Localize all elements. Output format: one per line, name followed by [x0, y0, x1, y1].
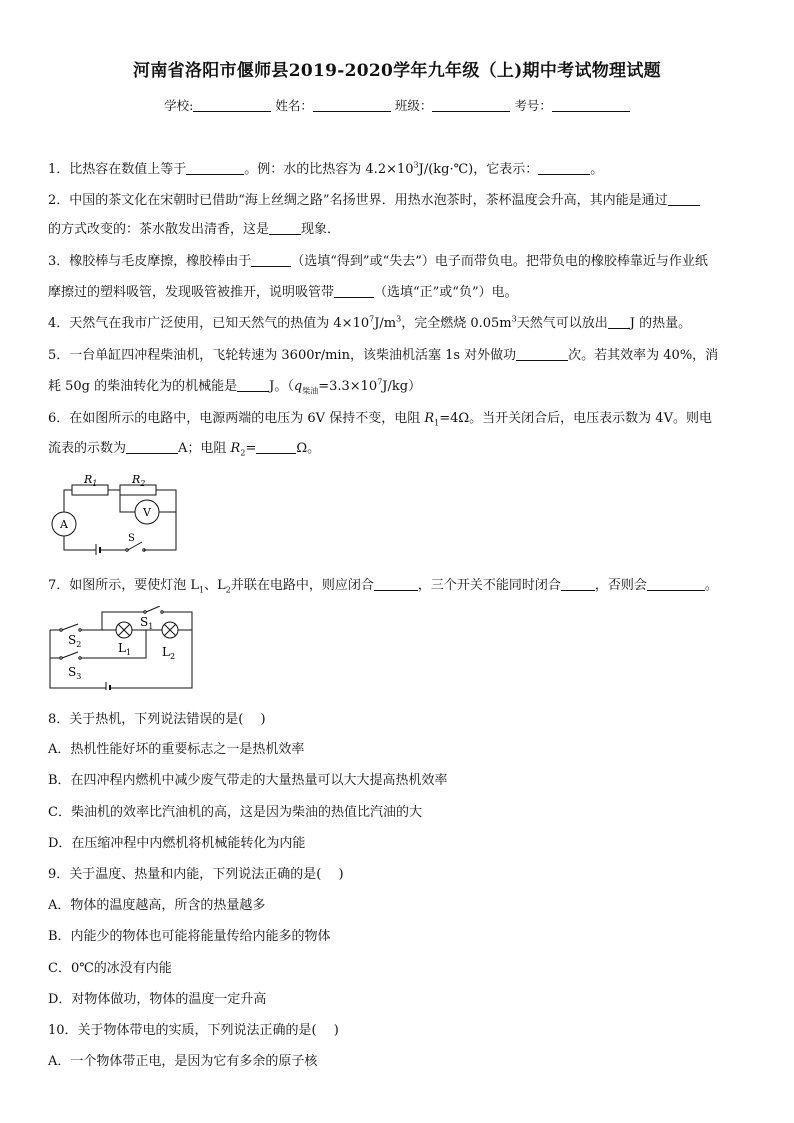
q8-option-c: C．柴油机的效率比汽油机的高，这是因为柴油的热值比汽油的大 — [48, 805, 422, 820]
fig7-label-s1: S — [140, 615, 149, 629]
fig6-label-s: S — [128, 533, 135, 544]
svg-text:L2 — [162, 645, 175, 661]
q8-option-b: B．在四冲程内燃机中减少废气带走的大量热量可以大大提高热机效率 — [48, 773, 448, 788]
q6-text-e: 流表的示数为 — [48, 441, 127, 456]
q6-blank-1 — [126, 441, 178, 454]
q9-option-c: C．0℃的冰没有内能 — [48, 961, 172, 976]
q1-text-e: 。 — [590, 162, 604, 177]
student-info-line — [0, 96, 794, 114]
q1-blank-1 — [186, 162, 244, 175]
fig7-label-l2: L — [162, 645, 170, 659]
name-label: 姓名： — [275, 98, 313, 113]
q5-blank-1 — [516, 348, 568, 361]
q5-symbol-q: q — [293, 379, 303, 394]
q8-option-d: D．在压缩冲程中内燃机将机械能转化为内能 — [48, 836, 306, 851]
svg-text:R1 — [83, 473, 97, 488]
fig6-label-r1: R — [84, 473, 93, 486]
q6-text-a: 6．在如图所示的电路中，电源两端的电压为 6V 保持不变，电阻 — [48, 411, 425, 426]
school-label: 学校: — [164, 98, 194, 113]
question-10-stem: 10．关于物体带电的实质，下列说法正确的是( ) — [48, 1023, 339, 1038]
question-2-line-1 — [48, 193, 748, 209]
q7-sub-2: 2 — [225, 585, 231, 595]
fig6-label-v: V — [143, 506, 151, 519]
q3-text-d: （选填“正”或“负”）电。 — [374, 285, 518, 300]
circuit-diagram-q6 — [48, 470, 188, 555]
q4-text-a: 4．天然气在我市广泛使用，已知天然气的热值为 4×10 — [48, 316, 370, 331]
school-blank — [193, 99, 271, 112]
q1-exp: 3 — [413, 160, 419, 170]
q9-option-a: A．物体的温度越高，所含的热量越多 — [48, 898, 266, 913]
q5-text-c: 耗 50g 的柴油转化为的机械能是 — [48, 379, 238, 394]
question-3-line-2 — [48, 285, 748, 301]
q3-blank-2 — [334, 285, 374, 298]
svg-text:R2 — [131, 473, 145, 488]
q2-blank-1 — [668, 193, 700, 206]
q6-r1-sub: 1 — [434, 418, 440, 428]
fig6-label-r1-sub: 1 — [92, 479, 98, 488]
q1-text-a: 1．比热容在数值上等于 — [48, 162, 187, 177]
number-blank — [552, 99, 630, 112]
question-8-stem: 8．关于热机，下列说法错误的是( ) — [48, 712, 266, 727]
q1-text-b: 。例：水的比热容为 4.2×10 — [244, 162, 414, 177]
q4-exp-2: 3 — [396, 314, 402, 324]
fig6-label-r2-sub: 2 — [140, 479, 146, 488]
q5-exp: 7 — [377, 377, 383, 387]
q7-blank-3 — [647, 578, 705, 591]
question-6-line-2 — [48, 441, 748, 457]
q1-blank-2 — [538, 162, 590, 175]
svg-text:S3 — [68, 665, 81, 681]
fig7-label-s3: S — [68, 665, 77, 679]
fig7-label-s2: S — [68, 633, 77, 647]
q3-text-b: （选填“得到”或“失去”）电子而带负电。把带负电的橡胶棒靠近与作业纸 — [291, 254, 708, 269]
q9-option-b: B．内能少的物体也可能将能量传给内能多的物体 — [48, 929, 331, 944]
fig7-label-s3-sub: 3 — [76, 672, 82, 681]
q7-text-f: ，三个开关不能同时闭合 — [417, 578, 561, 593]
q5-text-a: 5．一台单缸四冲程柴油机，飞轮转速为 3600r/min，该柴油机活塞 1s 对外做功 — [48, 348, 517, 363]
page-title: 河南省洛阳市偃师县2019-2020学年九年级（上)期中考试物理试题 — [133, 61, 661, 81]
q7-text-g: ，否则会 — [594, 578, 647, 593]
q5-blank-2 — [237, 379, 269, 392]
q10-option-a: A．一个物体带正电，是因为它有多余的原子核 — [48, 1054, 318, 1069]
q2-text-a: 2．中国的茶文化在宋朝时已借助“海上丝绸之路”名扬世界．用热水泡茶时，茶杯温度会升高，其内能是通过 — [48, 193, 668, 208]
q3-text-c: 摩擦过的塑料吸管，发现吸管被推开，说明吸管带 — [48, 285, 335, 300]
q4-exp-3: 3 — [511, 314, 517, 324]
q5-text-g: =3.3×10 — [318, 379, 378, 394]
q6-text-j: Ω。 — [296, 441, 321, 456]
q6-text-i: = — [245, 441, 257, 456]
class-blank — [432, 99, 510, 112]
number-label: 考号： — [514, 98, 552, 113]
q6-r2: R — [230, 441, 241, 456]
fig7-label-l2-sub: 2 — [169, 652, 176, 661]
fig7-label-s1-sub: 1 — [148, 622, 154, 631]
q6-text-d: =4Ω。当开关闭合后，电压表示数为 4V。则电 — [439, 411, 712, 426]
fig7-label-l1-sub: 1 — [125, 648, 132, 657]
q7-blank-2 — [561, 578, 595, 591]
q5-text-d: J。（ — [269, 379, 294, 394]
q7-blank-1 — [374, 578, 418, 591]
fig7-label-l1: L — [118, 641, 126, 655]
q4-text-c: J/m — [374, 316, 397, 331]
q6-r1: R — [424, 411, 435, 426]
q2-text-b: 的方式改变的：茶水散发出清香，这是 — [48, 222, 270, 237]
q2-blank-2 — [269, 222, 301, 235]
q5-text-b: 次。若其效率为 40%，消 — [568, 348, 719, 363]
q9-option-d: D．对物体做功，物体的温度一定升高 — [48, 992, 267, 1007]
q7-text-e: 并联在电路中，则应闭合 — [230, 578, 374, 593]
svg-text:S2 — [68, 633, 81, 649]
q7-sub-1: 1 — [199, 585, 205, 595]
name-blank — [313, 99, 391, 112]
question-5-line-2 — [48, 379, 748, 395]
q1-text-d: J/(kg·℃)，它表示： — [418, 162, 539, 177]
q7-text-c: 、L — [204, 578, 226, 593]
q4-text-h: J 的热量。 — [629, 316, 692, 331]
q4-exp-1: 7 — [369, 314, 375, 324]
fig6-label-r2: R — [132, 473, 141, 486]
question-5-line-1 — [48, 348, 748, 364]
q7-text-a: 7．如图所示，要使灯泡 L — [48, 578, 200, 593]
q3-blank-1 — [251, 254, 291, 267]
fig7-label-s2-sub: 2 — [76, 640, 82, 649]
svg-text:L1 — [118, 641, 131, 657]
q5-text-i: J/kg） — [382, 379, 422, 394]
question-7 — [48, 578, 748, 594]
q2-text-c: 现象． — [301, 222, 341, 237]
q6-r2-sub: 2 — [240, 448, 246, 458]
svg-text:S1 — [140, 615, 153, 631]
q6-blank-2 — [256, 441, 296, 454]
question-2-line-2 — [48, 222, 748, 238]
class-label: 班级： — [394, 98, 433, 113]
q4-text-g: 天然气可以放出 — [516, 316, 608, 331]
question-6-line-1 — [48, 411, 748, 427]
fig6-label-a: A — [60, 518, 68, 531]
question-1 — [48, 162, 748, 178]
q4-blank — [608, 316, 630, 329]
q7-text-h: 。 — [704, 578, 718, 593]
question-3-line-1 — [48, 254, 748, 270]
q6-text-f: A；电阻 — [178, 441, 231, 456]
q8-option-a: A．热机性能好坏的重要标志之一是热机效率 — [48, 742, 305, 757]
q3-text-a: 3．橡胶棒与毛皮摩擦，橡胶棒由于 — [48, 254, 252, 269]
q4-text-e: ，完全燃烧 0.05m — [401, 316, 512, 331]
circuit-diagram-q7 — [44, 606, 200, 690]
q5-sub: 柴油 — [302, 386, 319, 396]
question-4 — [48, 316, 748, 332]
question-9-stem: 9．关于温度、热量和内能，下列说法正确的是( ) — [48, 867, 344, 882]
